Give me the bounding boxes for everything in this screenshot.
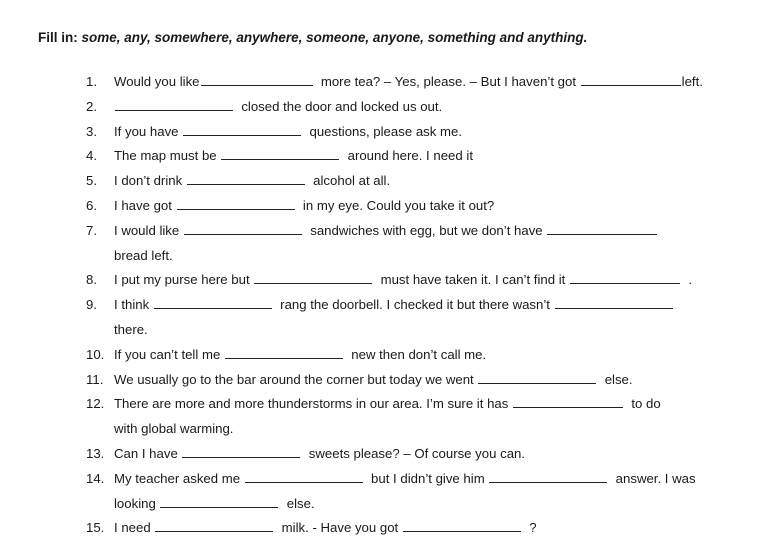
answer-blank[interactable] (489, 470, 607, 483)
item-text-segment: looking (114, 495, 160, 511)
answer-blank[interactable] (254, 271, 372, 284)
item-text-segment: new then don’t call me. (343, 346, 487, 362)
answer-blank[interactable] (184, 222, 302, 235)
item-number: 15. (86, 520, 105, 536)
item-number: 4. (86, 148, 97, 164)
item-number: 5. (86, 173, 97, 189)
item-number: 10. (86, 346, 105, 362)
answer-blank[interactable] (160, 495, 278, 508)
item-text (114, 419, 233, 439)
item-number: 3. (86, 123, 97, 139)
answer-blank[interactable] (555, 296, 673, 309)
item-text (114, 146, 473, 166)
item-text-segment: else. (597, 371, 633, 387)
item-text-segment: If you can’t tell me (114, 346, 224, 362)
answer-blank[interactable] (154, 296, 272, 309)
item-text-segment: Can I have (114, 446, 182, 461)
item-text-segment: but I didn’t give him (363, 470, 489, 486)
item-text (114, 196, 494, 216)
item-number: 6. (86, 198, 97, 213)
item-text (114, 171, 390, 191)
item-text-segment: must have taken it. I can’t find it (373, 272, 569, 288)
answer-blank[interactable] (201, 73, 313, 86)
item-text (114, 97, 442, 117)
item-text-segment: there. (114, 322, 148, 337)
item-text-segment: We usually go to the bar around the corner but today we went (114, 371, 478, 387)
answer-blank[interactable] (245, 470, 363, 483)
item-text (114, 72, 703, 92)
answer-blank[interactable] (513, 395, 623, 408)
item-text (114, 320, 148, 340)
title-label: Fill in: (38, 30, 78, 45)
answer-blank[interactable] (225, 346, 343, 359)
item-number: 2. (86, 98, 97, 114)
answer-blank[interactable] (183, 123, 301, 136)
item-text-segment: I need (114, 520, 155, 536)
item-number: 8. (86, 272, 97, 288)
item-text-segment: sweets please? – Of course you can. (301, 446, 526, 461)
item-text-segment: I would like (114, 222, 183, 238)
item-text (114, 295, 674, 315)
item-text-segment: The map must be (114, 148, 221, 164)
item-text-segment: Would you like (114, 74, 200, 89)
title-word-list: some, any, somewhere, anywhere, someone, anyone, something and anything. (81, 30, 588, 45)
item-text-segment: I think (114, 297, 153, 313)
item-text-segment: . (681, 272, 692, 288)
item-text (114, 246, 173, 266)
item-text (114, 469, 696, 489)
item-text (114, 394, 661, 414)
item-number: 7. (86, 222, 97, 238)
answer-blank[interactable] (187, 172, 305, 185)
item-text-segment: rang the doorbell. I checked it but there wasn’t (272, 297, 554, 313)
item-text-segment: There are more and more thunderstorms in our area. I’m sure it has (114, 396, 512, 412)
item-text-segment: left. (681, 74, 703, 89)
item-text (114, 221, 658, 241)
item-text-segment: I have got (114, 198, 176, 213)
item-text-segment: milk. - Have you got (274, 520, 402, 536)
item-text (114, 122, 462, 142)
item-text-segment: ? (521, 520, 537, 536)
item-text-segment: My teacher asked me (114, 470, 244, 486)
item-text-segment: I don’t drink (114, 173, 186, 189)
item-text-segment: with global warming. (114, 421, 234, 437)
item-text (114, 345, 486, 365)
answer-blank[interactable] (182, 445, 300, 458)
item-number: 11. (86, 371, 104, 387)
item-text-segment: questions, please ask me. (302, 123, 462, 139)
answer-blank[interactable] (177, 197, 295, 210)
answer-blank[interactable] (221, 147, 339, 160)
item-number: 9. (86, 297, 97, 313)
item-text-segment: alcohol at all. (305, 173, 391, 189)
item-number: 1. (86, 74, 97, 89)
item-text-segment: bread left. (114, 247, 173, 263)
item-text-segment: If you have (114, 123, 183, 139)
item-text-segment: I put my purse here but (114, 272, 254, 288)
item-text (114, 270, 692, 290)
answer-blank[interactable] (155, 519, 273, 532)
answer-blank[interactable] (115, 98, 233, 111)
item-text-segment: answer. I was (608, 470, 696, 486)
item-number: 14. (86, 470, 105, 486)
answer-blank[interactable] (403, 519, 521, 532)
item-text-segment: in my eye. Could you take it out? (295, 198, 495, 213)
worksheet-title (38, 30, 587, 45)
item-number: 12. (86, 396, 105, 412)
item-text-segment: sandwiches with egg, but we don’t have (302, 222, 547, 238)
answer-blank[interactable] (547, 222, 657, 235)
answer-blank[interactable] (581, 73, 681, 86)
item-text (114, 518, 537, 538)
item-text-segment: to do (624, 396, 661, 412)
item-text-segment: around here. I need it (340, 148, 473, 164)
item-text-segment: closed the door and locked us out. (234, 98, 443, 114)
answer-blank[interactable] (570, 271, 680, 284)
item-text (114, 370, 633, 390)
item-number: 13. (86, 446, 105, 461)
item-text-segment: more tea? – Yes, please. – But I haven’t got (313, 74, 580, 89)
item-text (114, 494, 315, 514)
item-text (114, 444, 525, 464)
item-text-segment: else. (279, 495, 315, 511)
answer-blank[interactable] (478, 371, 596, 384)
